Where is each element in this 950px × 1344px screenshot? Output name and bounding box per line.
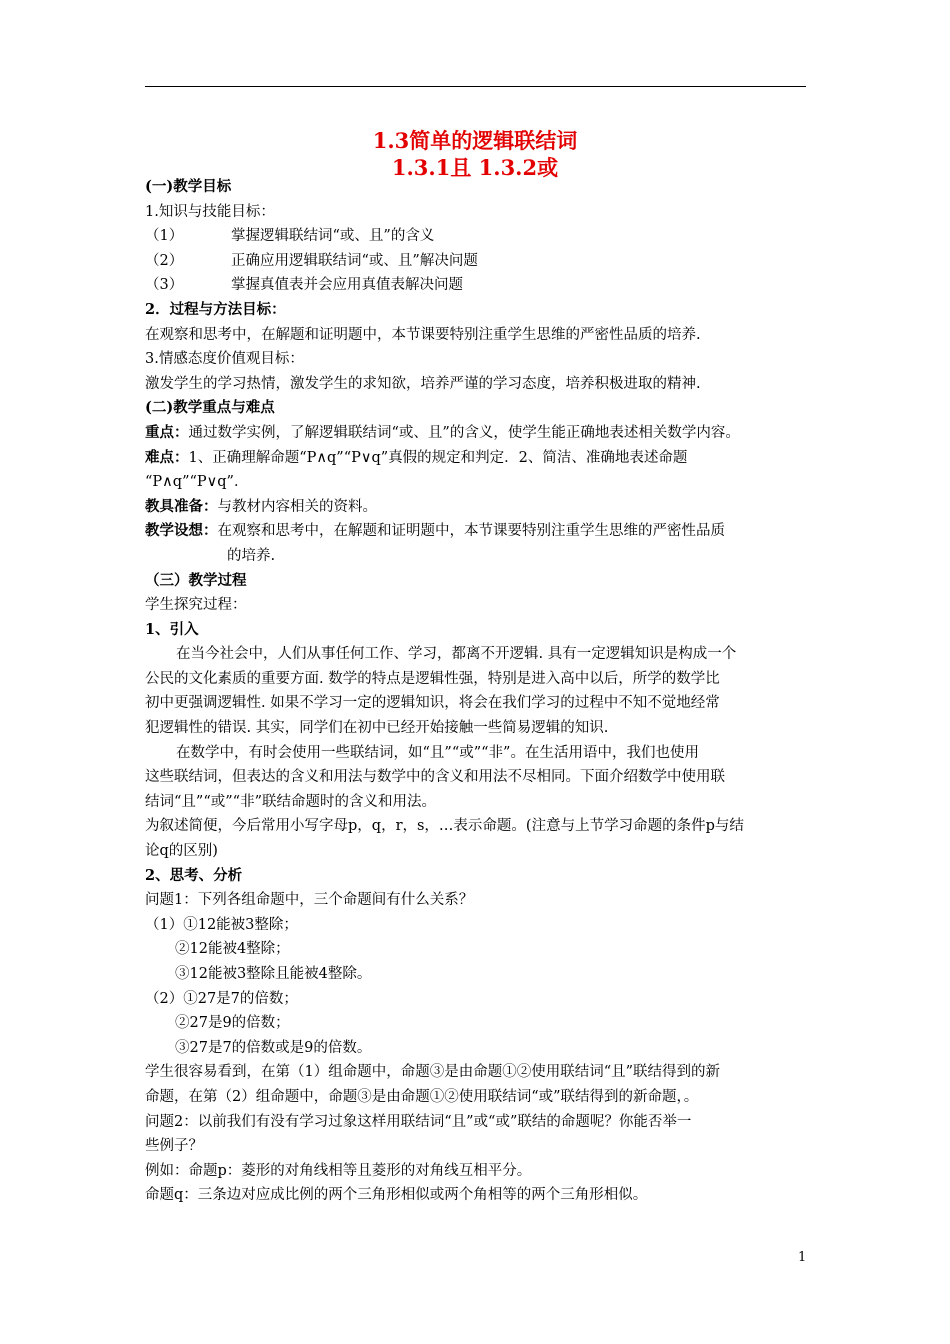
section-heading: (一)教学目标: [145, 178, 232, 195]
paragraph-line: 初中更强调逻辑性. 如果不学习一定的逻辑知识，将会在我们学习的过程中不知不觉地经常: [145, 695, 720, 712]
goal-item: （2） 正确应用逻辑联结词“或、且”解决问题: [145, 252, 478, 269]
tools: 教具准备：与教材内容相关的资料。: [145, 497, 377, 515]
section-heading: (二)教学重点与难点: [145, 399, 275, 417]
section-heading: （三）教学过程: [145, 571, 247, 589]
goal-item: （1） 掌握逻辑联结词“或、且”的含义: [145, 228, 435, 245]
paragraph-line: 结词“且”“或”“非”联结命题时的含义和用法。: [145, 793, 436, 810]
paragraph: 激发学生的学习热情，激发学生的求知欲，培养严谨的学习态度，培养积极进取的精神.: [145, 375, 701, 392]
proposition-line: ③27是7的倍数或是9的倍数。: [175, 1039, 372, 1056]
paragraph-line: 公民的文化素质的重要方面. 数学的特点是逻辑性强，特别是进入高中以后，所学的数学比: [145, 670, 720, 687]
paragraph: 在观察和思考中，在解题和证明题中，本节课要特别注重学生思维的严密性品质的培养.: [145, 326, 701, 343]
difficulty-point: 难点：1、正确理解命题“P∧q”“P∨q”真假的规定和判定．2、简洁、准确地表述命题: [145, 448, 688, 466]
paragraph-line: 学生很容易看到，在第（1）组命题中，命题③是由命题①②使用联结词“且”联结得到的新: [145, 1064, 721, 1081]
question-cont: 些例子？: [145, 1138, 203, 1155]
paragraph-line: 这些联结词，但表达的含义和用法与数学中的含义和用法不尽相同。下面介绍数学中使用联: [145, 769, 725, 786]
difficulty-point-cont: “P∧q”“P∨q”．: [145, 474, 249, 491]
subheading: 学生探究过程：: [145, 597, 247, 614]
proposition-line: ②27是9的倍数；: [175, 1015, 290, 1032]
goal-item: （3） 掌握真值表并会应用真值表解决问题: [145, 277, 463, 294]
paragraph-line: 命题，在第（2）组命题中，命题③是由命题①②使用联结词“或”联结得到的新命题，。: [145, 1088, 699, 1105]
page-number: 1: [798, 1250, 807, 1265]
proposition-line: （2）①27是7的倍数；: [145, 990, 298, 1007]
key-point: 重点：通过数学实例，了解逻辑联结词“或、且”的含义，使学生能正确地表述相关数学内容。: [145, 423, 740, 441]
example-q: 命题q：三条边对应成比例的两个三角形相似或两个角相等的两个三角形相似。: [145, 1187, 648, 1204]
document-body: [145, 175, 811, 1208]
subheading: 1.知识与技能目标：: [145, 203, 275, 220]
proposition-line: ②12能被4整除；: [175, 941, 290, 958]
proposition-line: （1）①12能被3整除；: [145, 916, 298, 933]
page-subtitle: 1.3.1且 1.3.2或: [391, 155, 559, 180]
question: 问题1：下列各组命题中，三个命题间有什么关系？: [145, 892, 474, 909]
teaching-design-cont: 的培养.: [227, 547, 276, 564]
subheading: 1、引入: [145, 620, 199, 638]
teaching-design: 教学设想：在观察和思考中，在解题和证明题中，本节课要特别注重学生思维的严密性品质: [145, 522, 725, 540]
paragraph-line: 在数学中，有时会使用一些联结词，如“且”“或”“非”。在生活用语中，我们也使用: [176, 744, 699, 761]
paragraph-line: 论q的区别): [145, 843, 218, 860]
proposition-line: ③12能被3整除且能被4整除。: [175, 966, 372, 982]
paragraph-line: 犯逻辑性的错误. 其实，同学们在初中已经开始接触一些简易逻辑的知识.: [145, 720, 609, 737]
subheading: 3.情感态度价值观目标：: [145, 351, 304, 368]
header-rule: [145, 86, 806, 87]
paragraph-line: 为叙述简便，今后常用小写字母p，q，r，s，…表示命题。(注意与上节学习命题的条件p与结: [145, 818, 744, 835]
paragraph-line: 在当今社会中，人们从事任何工作、学习，都离不开逻辑. 具有一定逻辑知识是构成一个: [176, 646, 737, 663]
subheading: 2．过程与方法目标：: [145, 300, 286, 318]
page-title: 1.3简单的逻辑联结词: [372, 128, 578, 153]
example-p: 例如：命题p：菱形的对角线相等且菱形的对角线互相平分。: [145, 1162, 532, 1179]
subheading: 2、思考、分析: [145, 866, 243, 884]
question: 问题2：以前我们有没有学习过象这样用联结词“且”或“或”联结的命题呢？你能否举一: [145, 1113, 692, 1130]
